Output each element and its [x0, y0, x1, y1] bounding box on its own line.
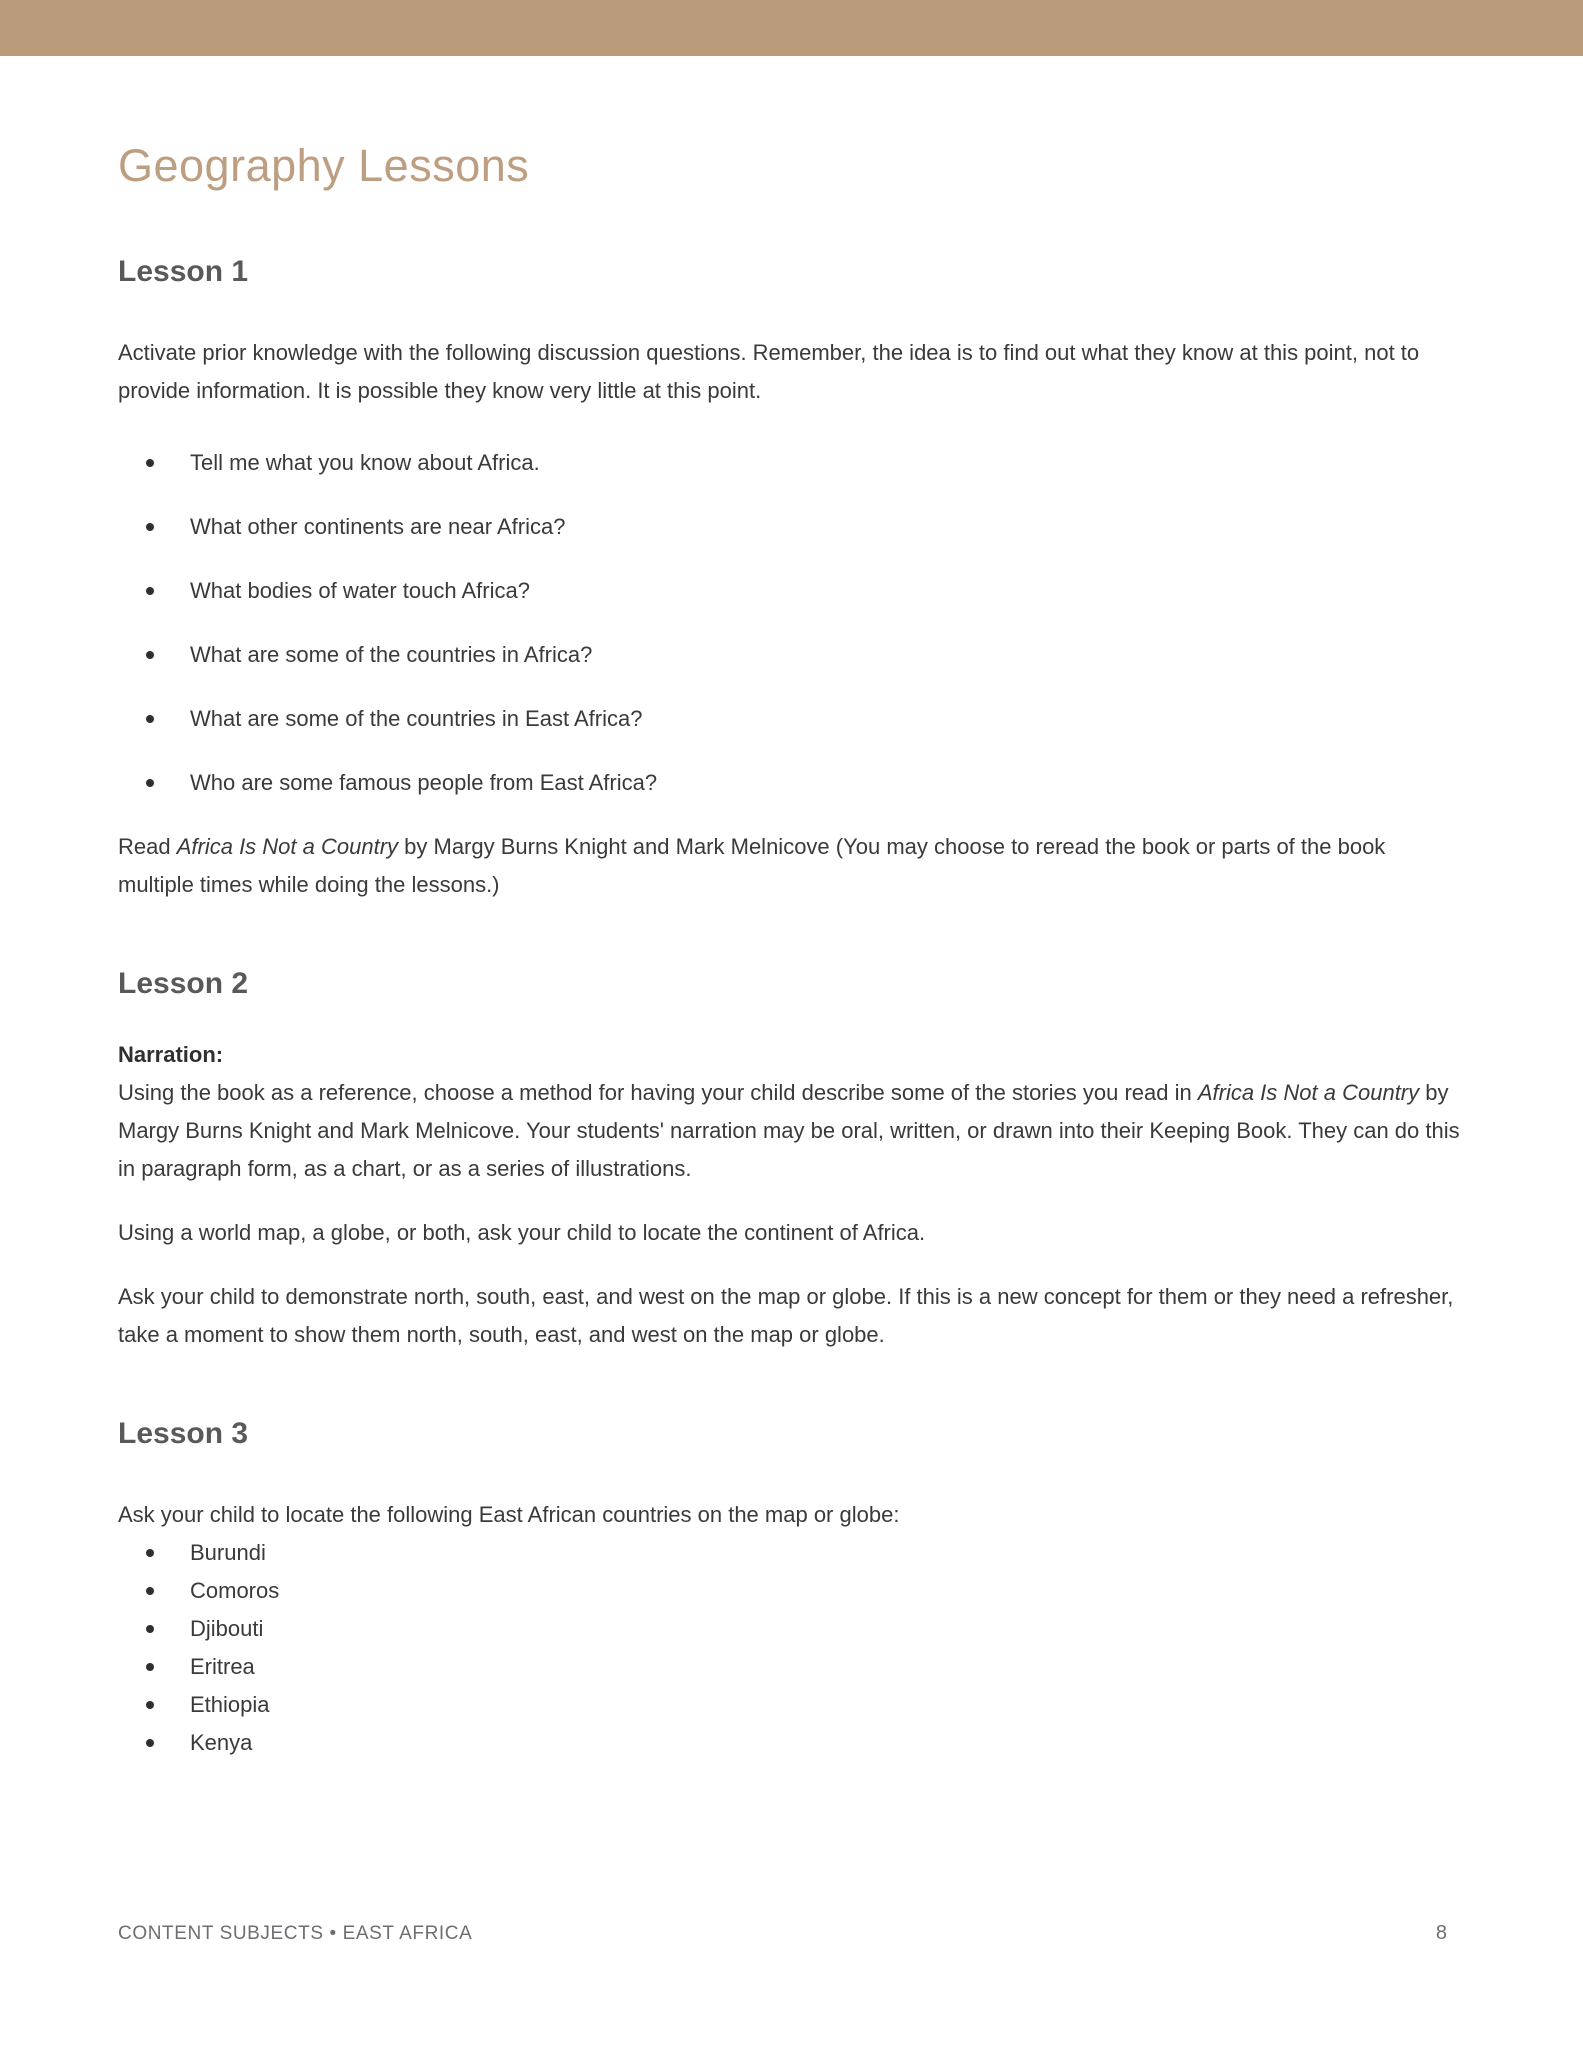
footer-running-title: CONTENT SUBJECTS • EAST AFRICA [118, 1923, 473, 1944]
list-item: Eritrea [118, 1648, 1465, 1686]
book-title-text: Africa Is Not a Country [1197, 1080, 1420, 1105]
countries-list [118, 1534, 1465, 1762]
page-number: 8 [1435, 1922, 1447, 1944]
lesson-2-heading: Lesson 2 [118, 967, 249, 1000]
narration-paragraph-pre: Using the book as a reference, choose a method for having your child describe some of the stories you read in [118, 1080, 1198, 1105]
lesson-3-heading: Lesson 3 [118, 1417, 249, 1450]
list-item: What are some of the countries in Africa? [118, 636, 1465, 674]
lesson-1-heading: Lesson 1 [118, 255, 249, 288]
narration-paragraph-post: by Margy Burns Knight and Mark Melnicove. Your students' narration may be oral, written, or drawn into their Keeping Book. They can do this in paragraph form, as a chart, or as a series of illustrations. [118, 1080, 1460, 1181]
narration-label: Narration: [118, 1042, 224, 1067]
list-item: What are some of the countries in East Africa? [118, 700, 1465, 738]
book-title-text: Africa Is Not a Country [176, 834, 399, 859]
lesson-2-directions-paragraph: Ask your child to demonstrate north, south, east, and west on the map or globe. If this is a new concept for them or they need a refresher, take a moment to show them north, south, east, and west on the map or globe. [118, 1284, 1454, 1347]
lesson-2-narration-paragraph [118, 1074, 1465, 1188]
list-item: Ethiopia [118, 1686, 1465, 1724]
list-item: Tell me what you know about Africa. [118, 444, 1465, 482]
page-footer [118, 1922, 1465, 1945]
page-content [118, 56, 1465, 1762]
list-item: What other continents are near Africa? [118, 508, 1465, 546]
list-item: Burundi [118, 1534, 1465, 1572]
list-item: What bodies of water touch Africa? [118, 572, 1465, 610]
list-item: Djibouti [118, 1610, 1465, 1648]
list-item: Comoros [118, 1572, 1465, 1610]
lesson-1-read-paragraph [118, 828, 1465, 904]
read-paragraph-pre: Read [118, 834, 177, 859]
lesson-2-map-paragraph: Using a world map, a globe, or both, ask your child to locate the continent of Africa. [118, 1220, 926, 1245]
page-title: Geography Lessons [118, 140, 530, 191]
list-item: Who are some famous people from East Africa? [118, 764, 1465, 802]
discussion-questions-list [118, 444, 1465, 802]
header-accent-bar [0, 0, 1583, 56]
lesson-1-intro-paragraph: Activate prior knowledge with the following discussion questions. Remember, the idea is to find out what they know at this point, not to provide information. It is possible they know very little at this point. [118, 340, 1420, 403]
list-item: Kenya [118, 1724, 1465, 1762]
lesson-3-intro-paragraph: Ask your child to locate the following East African countries on the map or globe: [118, 1502, 900, 1527]
read-paragraph-post: by Margy Burns Knight and Mark Melnicove (You may choose to reread the book or parts of the book multiple times while doing the lessons.) [118, 834, 1386, 897]
